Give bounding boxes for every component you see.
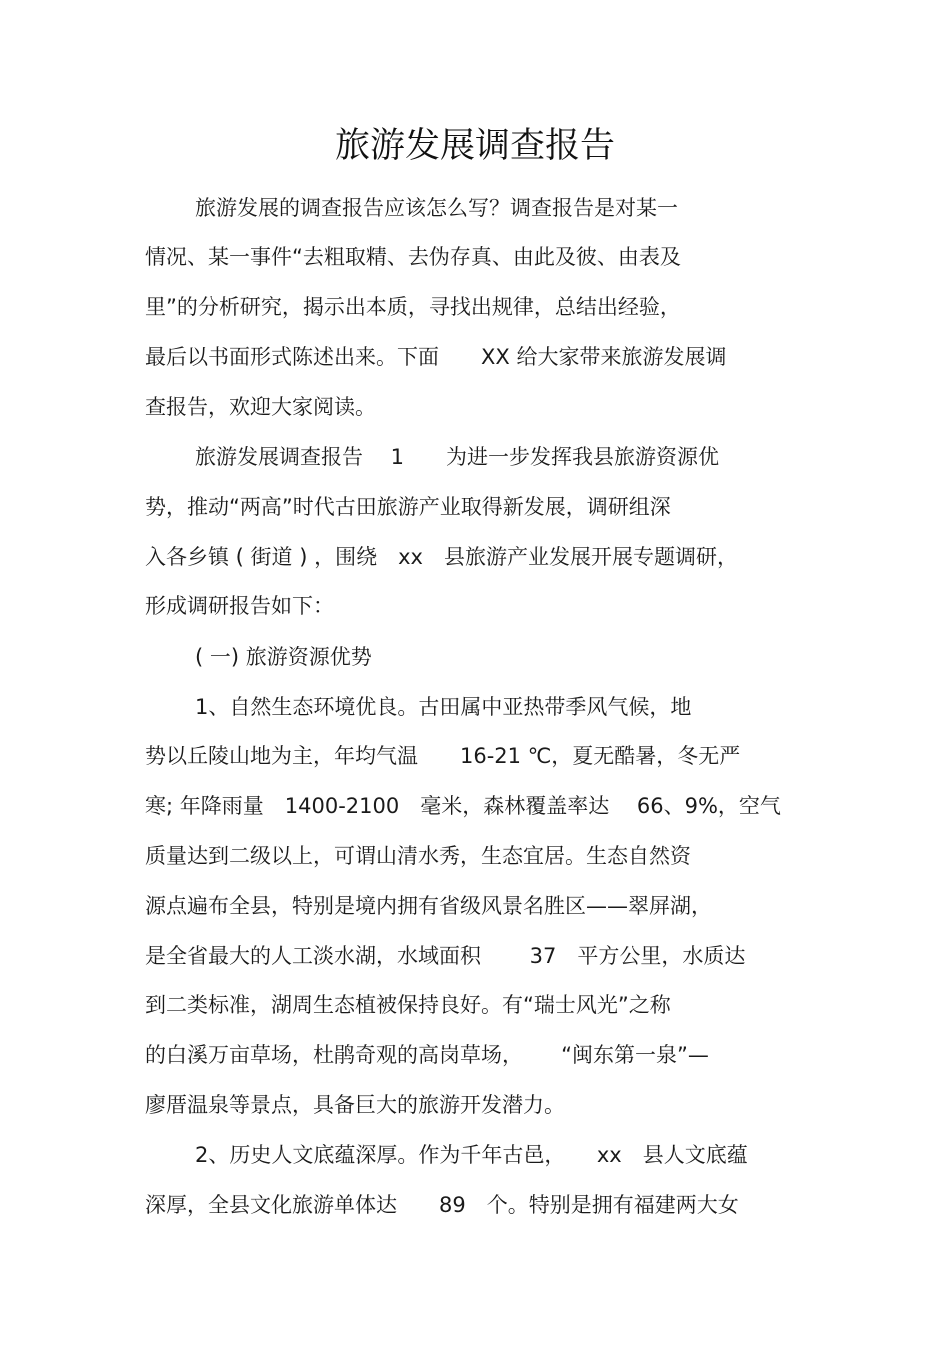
text-line: 源点遍布全县，特别是境内拥有省级风景名胜区——翠屏湖， xyxy=(145,894,712,918)
text-line: 廖厝温泉等景点，具备巨大的旅游开发潜力。 xyxy=(145,1093,565,1117)
text-line: 2、历史人文底蕴深厚。作为千年古邑， xx 县人文底蕴 xyxy=(195,1143,748,1167)
text-line: 入各乡镇 ( 街道 ) ，围绕 xx 县旅游产业发展开展专题调研， xyxy=(145,545,738,569)
text-line: 的白溪万亩草场，杜鹃奇观的高岗草场， “闽东第一泉”— xyxy=(145,1043,709,1067)
text-line: 旅游发展的调查报告应该怎么写？调查报告是对某一 xyxy=(195,196,678,220)
text-line: 形成调研报告如下： xyxy=(145,594,334,618)
text-line: 旅游发展调查报告 1 为进一步发挥我县旅游资源优 xyxy=(195,445,720,469)
text-line: 势，推动“两高”时代古田旅游产业取得新发展，调研组深 xyxy=(145,495,671,519)
text-line: 1、自然生态环境优良。古田属中亚热带季风气候，地 xyxy=(195,695,692,719)
text-line: 到二类标准，湖周生态植被保持良好。有“瑞士风光”之称 xyxy=(145,993,671,1017)
text-line: 质量达到二级以上，可谓山清水秀，生态宜居。生态自然资 xyxy=(145,844,691,868)
text-line: 寒; 年降雨量 1400-2100 毫米，森林覆盖率达 66、9%，空气 xyxy=(145,794,781,818)
text-line: 是全省最大的人工淡水湖，水域面积 37 平方公里，水质达 xyxy=(145,944,746,968)
text-line: 深厚，全县文化旅游单体达 89 个。特别是拥有福建两大女 xyxy=(145,1193,739,1217)
text-line: 里”的分析研究，揭示出本质，寻找出规律，总结出经验， xyxy=(145,295,681,319)
text-line: 情况、某一事件“去粗取精、去伪存真、由此及彼、由表及 xyxy=(145,245,681,269)
text-line: 势以丘陵山地为主，年均气温 16-21 ℃，夏无酷暑，冬无严 xyxy=(145,744,741,768)
document-title: 旅游发展调查报告 xyxy=(334,126,615,166)
text-line: 查报告，欢迎大家阅读。 xyxy=(145,395,376,419)
text-line: ( 一) 旅游资源优势 xyxy=(195,645,372,669)
text-line: 最后以书面形式陈述出来。下面 XX 给大家带来旅游发展调 xyxy=(145,345,727,369)
